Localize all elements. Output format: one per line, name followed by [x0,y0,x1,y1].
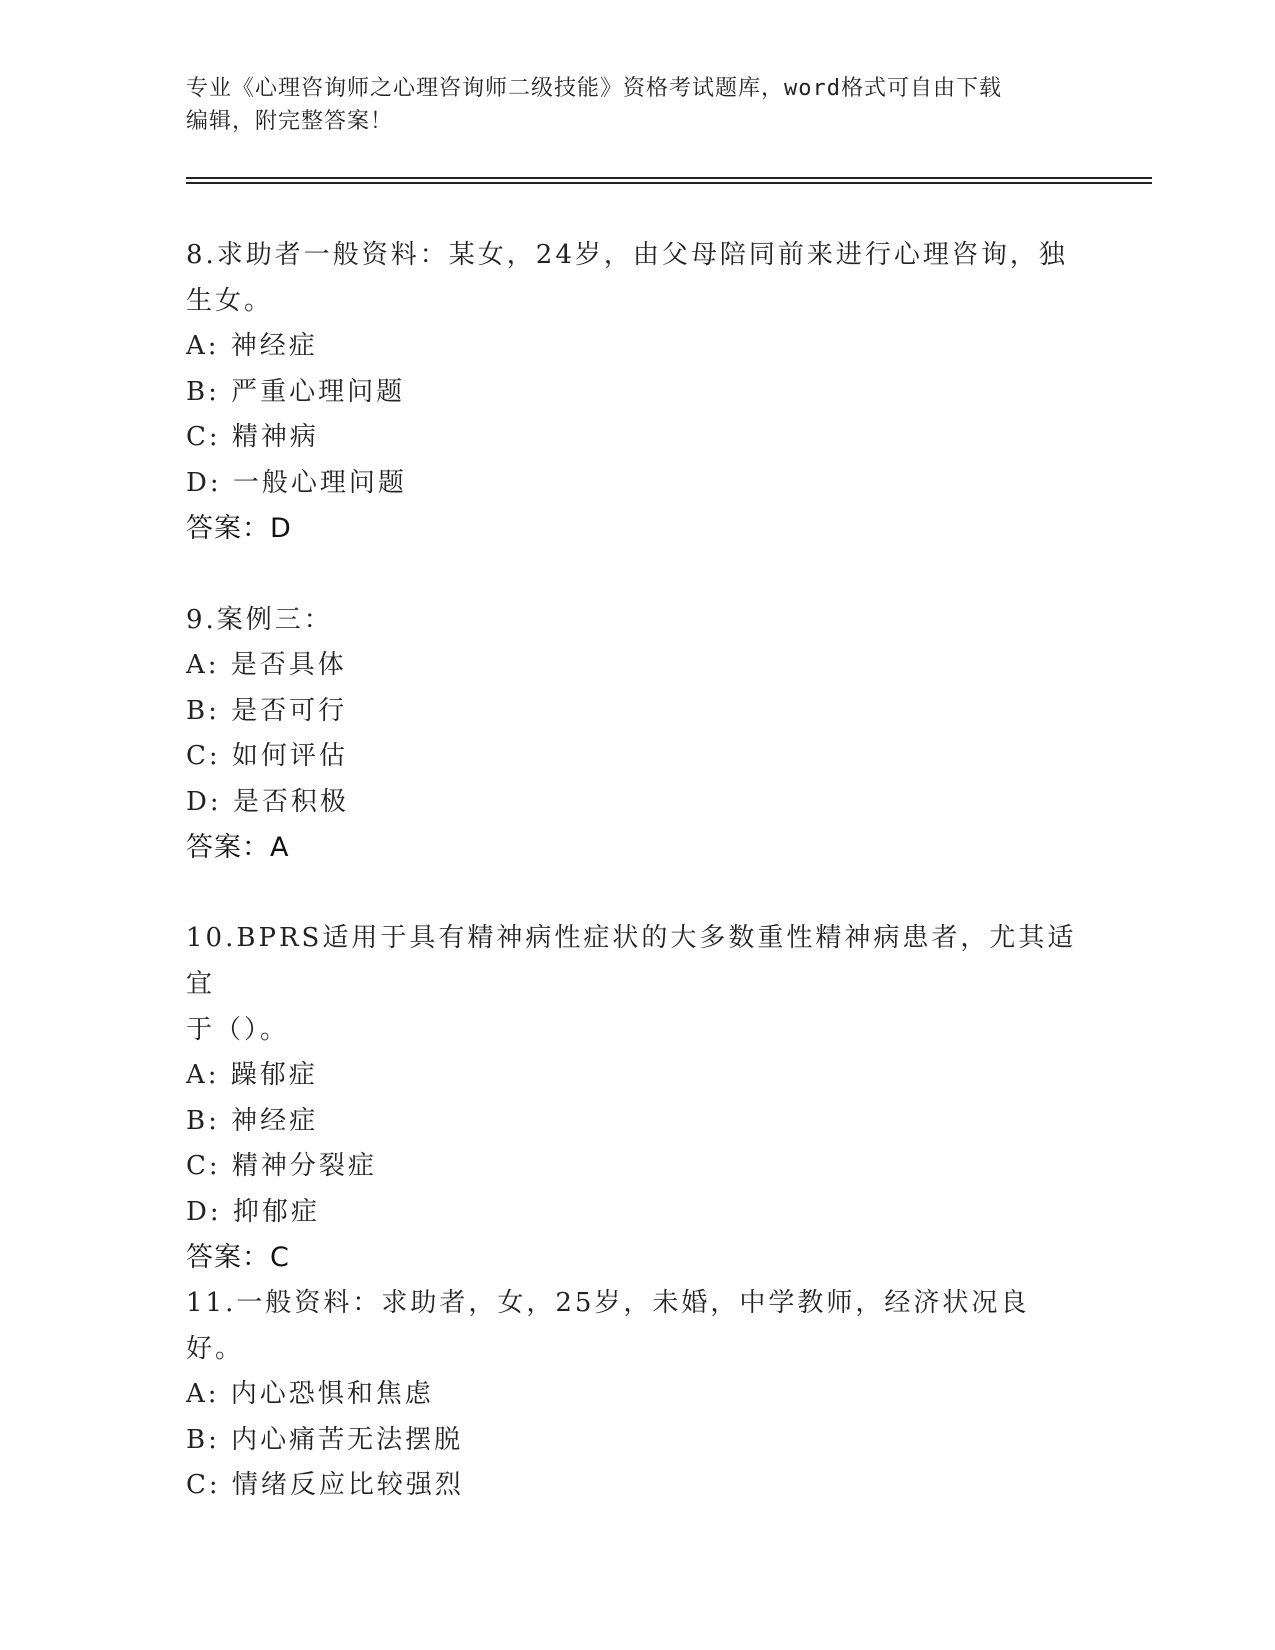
option-a: A: 是否具体 [186,650,347,680]
option-a: A: 神经症 [186,331,318,361]
option-b: B: 内心痛苦无法摆脱 [186,1424,464,1455]
option-a: A: 躁郁症 [186,1060,318,1090]
option-c: C: 精神分裂症 [186,1151,377,1181]
answer: 答案：D [186,513,292,544]
option-b: B: 神经症 [186,1105,319,1136]
header-line-1: 专业《心理咨询师之心理咨询师二级技能》资格考试题库，word格式可自由下载 [186,76,1002,101]
answer: 答案：C [186,1242,290,1273]
option-c: C: 情绪反应比较强烈 [186,1470,464,1500]
option-d: D: 抑郁症 [186,1196,320,1227]
option-c: C: 如何评估 [186,741,348,771]
option-a: A: 内心恐惧和焦虑 [186,1379,434,1409]
header-divider-bottom [186,182,1152,184]
answer: 答案：A [186,832,290,863]
option-d: D: 一般心理问题 [186,467,407,498]
question-11 [186,1280,1086,1509]
option-b: B: 是否可行 [186,695,348,726]
option-d: D: 是否积极 [186,786,349,817]
question-stem-line: 生女。 [186,286,274,316]
question-8 [186,232,1086,552]
document-header [186,72,1066,138]
question-stem-line: 10.BPRS适用于具有精神病性症状的大多数重性精神病患者，尤其适宜 [186,923,1077,999]
question-stem-line: 9.案例三： [186,605,333,635]
option-b: B: 严重心理问题 [186,376,406,407]
header-line-2: 编辑，附完整答案！ [186,109,394,134]
option-c: C: 精神病 [186,422,319,452]
question-stem-line: 于（）。 [186,1015,290,1045]
question-9 [186,597,1086,871]
question-10 [186,915,1086,1281]
question-stem-line: 8.求助者一般资料：某女，24岁，由父母陪同前来进行心理咨询，独 [186,240,1068,270]
header-divider-top [186,177,1152,179]
question-stem-line: 11.一般资料：求助者，女，25岁，未婚，中学教师，经济状况良好。 [186,1288,1030,1364]
